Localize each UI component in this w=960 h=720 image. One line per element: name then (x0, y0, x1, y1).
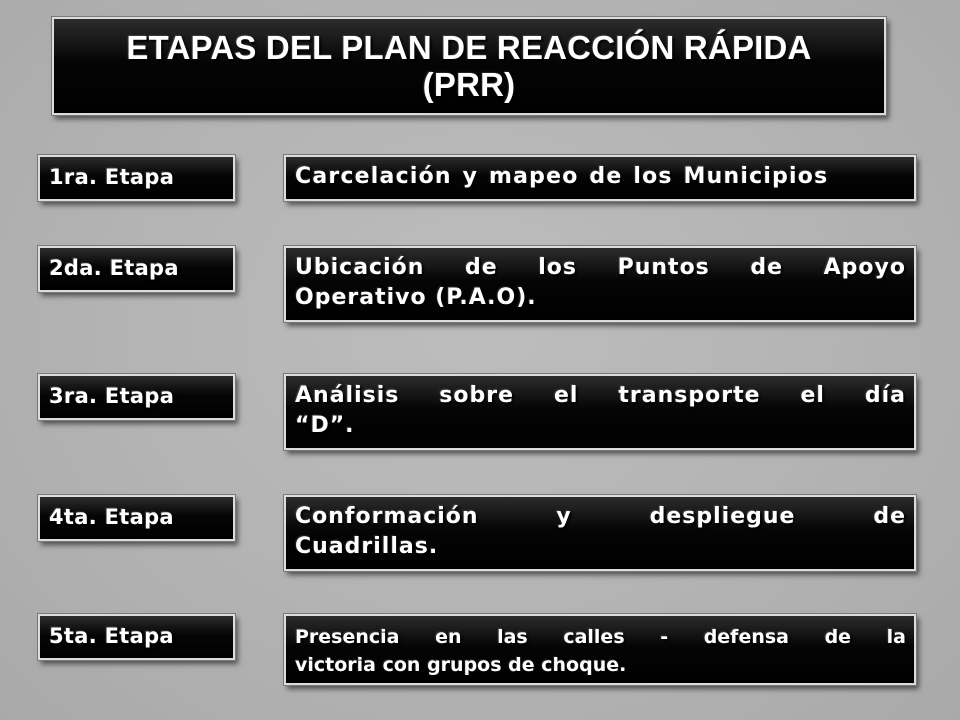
stage-2-label: 2da. Etapa (38, 246, 235, 292)
stage-5-description (284, 614, 916, 685)
stage-4-description-line-1: Conformación y despliegue de (295, 504, 906, 529)
stage-5-label: 5ta. Etapa (38, 614, 235, 660)
stage-2-description (284, 246, 916, 322)
slide-title-line-2: (PRR) (422, 66, 516, 103)
stage-5-description-line-2: victoria con grupos de choque. (295, 654, 627, 676)
stage-3-description-line-2: “D”. (295, 413, 355, 438)
stage-1-description-line-1: Carcelación y mapeo de los Municipios (295, 164, 829, 189)
slide-title-line-1: ETAPAS DEL PLAN DE REACCIÓN RÁPIDA (126, 29, 812, 66)
stage-1-description (284, 155, 916, 201)
stage-3-label: 3ra. Etapa (38, 374, 235, 420)
slide-title (52, 17, 886, 115)
stage-2-description-line-1: Ubicación de los Puntos de Apoyo (295, 255, 906, 280)
stage-2-description-line-2: Operativo (P.A.O). (295, 285, 537, 310)
stage-4-description-line-2: Cuadrillas. (295, 534, 439, 559)
stage-3-description (284, 374, 916, 450)
stage-3-description-line-1: Análisis sobre el transporte el día (295, 383, 906, 408)
stage-4-label: 4ta. Etapa (38, 495, 235, 541)
stage-5-description-line-1: Presencia en las calles - defensa de la (295, 626, 906, 648)
stage-1-label: 1ra. Etapa (38, 155, 235, 201)
stage-4-description (284, 495, 916, 571)
